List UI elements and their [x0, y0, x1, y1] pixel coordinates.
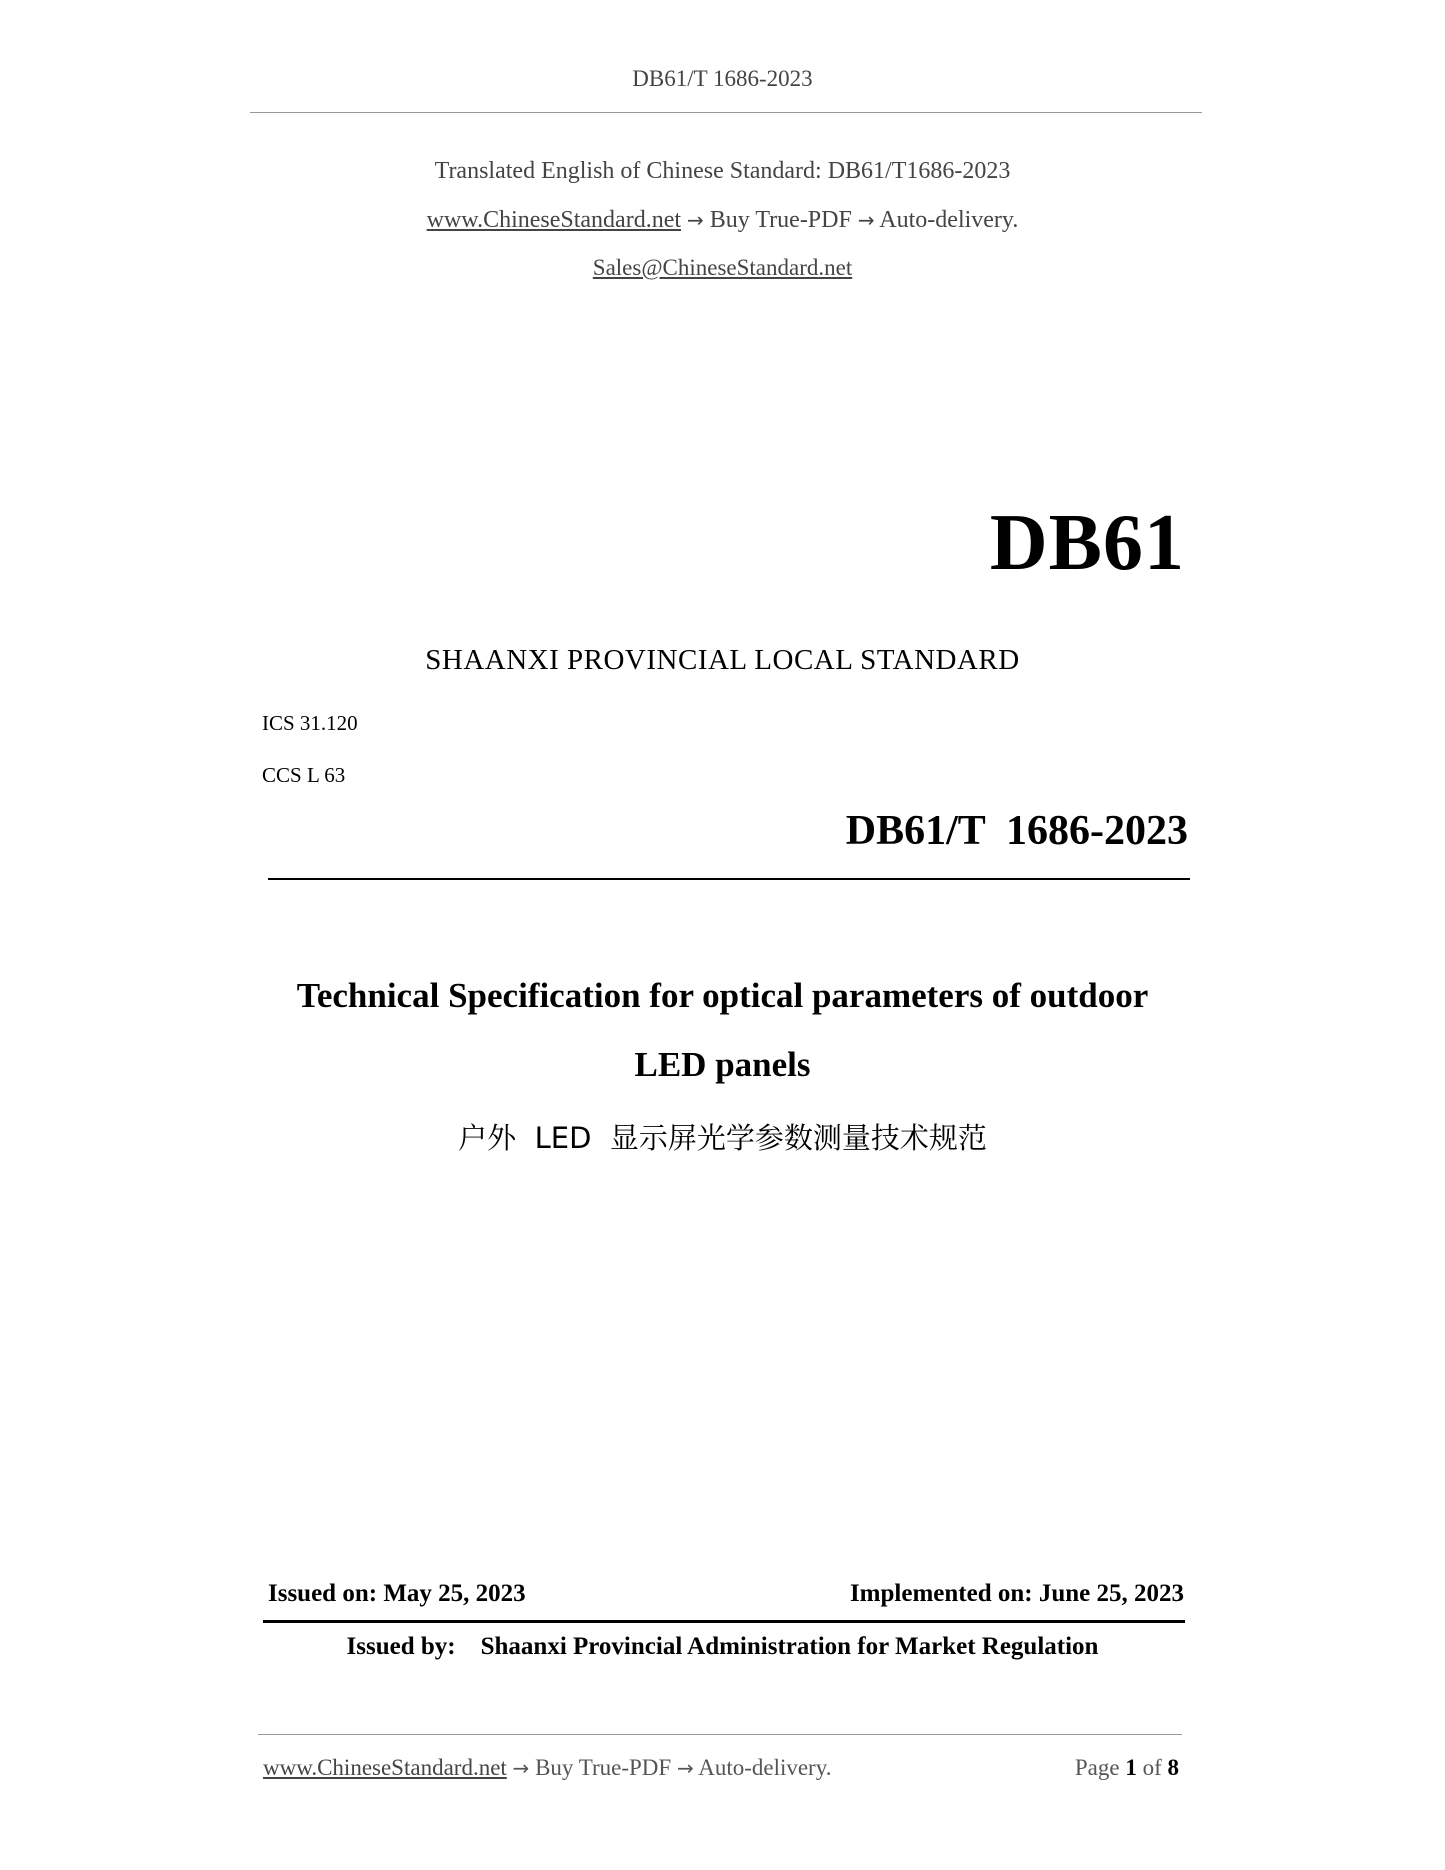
page-indicator — [1075, 1755, 1179, 1781]
page-number: 1 — [1125, 1755, 1137, 1780]
title-chinese: 户外 LED 显示屏光学参数测量技术规范 — [458, 1121, 987, 1155]
standard-number: DB61/T 1686-2023 — [845, 808, 1188, 854]
footer-site-link[interactable]: www.ChineseStandard.net — [263, 1755, 507, 1780]
footer-promo — [263, 1755, 831, 1781]
title-english-line-2: LED panels — [634, 1045, 811, 1084]
arrow-right-icon: → — [687, 208, 704, 232]
standard-kind: SHAANXI PROVINCIAL LOCAL STANDARD — [425, 644, 1020, 676]
page-total: 8 — [1167, 1755, 1179, 1780]
issued-by — [0, 1633, 1445, 1661]
footer-divider — [258, 1734, 1182, 1735]
sales-email-link[interactable]: Sales@ChineseStandard.net — [592, 255, 853, 280]
promo-line — [0, 207, 1445, 234]
footer-delivery-text: Auto-delivery. — [698, 1755, 832, 1780]
issue-divider — [263, 1620, 1185, 1623]
issued-on-date: Issued on: May 25, 2023 — [268, 1580, 526, 1607]
title-english-line-1: Technical Specification for optical parameters of outdoor — [296, 976, 1149, 1015]
sales-line — [0, 255, 1445, 281]
implemented-on-date: Implemented on: June 25, 2023 — [849, 1580, 1184, 1607]
ics-code: ICS 31.120 — [262, 711, 358, 735]
header-divider — [250, 112, 1202, 113]
issued-by-label: Issued by: — [346, 1633, 456, 1660]
buy-text: Buy True-PDF — [709, 207, 852, 233]
arrow-right-icon: → — [857, 208, 875, 232]
arrow-right-icon: → — [512, 1756, 530, 1780]
delivery-text: Auto-delivery. — [879, 207, 1019, 233]
issuing-authority: Shaanxi Provincial Administration for Market Regulation — [480, 1633, 1099, 1660]
footer-buy-text: Buy True-PDF — [535, 1755, 672, 1780]
arrow-right-icon: → — [676, 1756, 694, 1780]
ccs-code: CCS L 63 — [262, 763, 346, 787]
number-divider — [268, 878, 1190, 880]
translation-notice: Translated English of Chinese Standard: DB61/T1686-2023 — [434, 158, 1011, 184]
of-word: of — [1142, 1755, 1162, 1780]
site-link[interactable]: www.ChineseStandard.net — [426, 207, 682, 233]
standard-logo: DB61 — [989, 499, 1185, 587]
running-header: DB61/T 1686-2023 — [632, 66, 813, 91]
page-word: Page — [1074, 1755, 1120, 1780]
